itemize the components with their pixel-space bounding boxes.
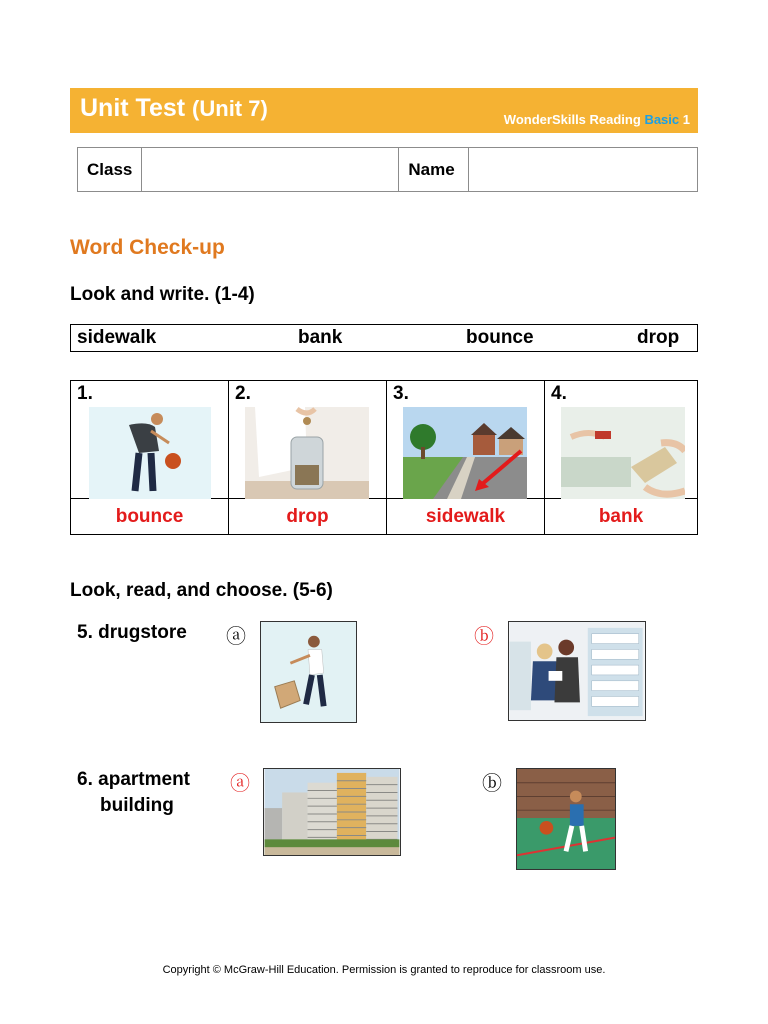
item-number: 3. (393, 383, 409, 404)
option-a-marker[interactable]: ⓐ (230, 773, 250, 795)
class-field[interactable] (142, 148, 399, 192)
answer-text[interactable]: sidewalk (387, 499, 545, 535)
boy-basketball-gym-picture[interactable] (516, 768, 616, 870)
word-bank-item: sidewalk (77, 327, 157, 348)
page-title (80, 94, 268, 123)
option-b-marker[interactable]: ⓑ (482, 773, 502, 795)
unit-label: (Unit 7) (192, 96, 268, 121)
question-number: 6. (77, 769, 93, 790)
series-brand (504, 112, 690, 127)
word-bank-item: drop (637, 327, 680, 348)
apartment-buildings-picture[interactable] (263, 768, 401, 856)
question-5 (77, 620, 187, 646)
question-word: apartment (98, 769, 190, 790)
copyright-footer: Copyright © McGraw-Hill Education. Permission is granted to reproduce for classroom use. (162, 964, 606, 976)
brand-number: 1 (682, 112, 690, 127)
bank-teller-picture (561, 407, 685, 499)
part2-instruction: Look, read, and choose. (5-6) (70, 580, 333, 601)
coin-jar-picture (245, 407, 369, 499)
answer-text[interactable]: bank (545, 499, 698, 535)
picture-answer-grid (70, 380, 698, 535)
grid-cell-2 (229, 381, 387, 499)
brand-level: Basic (644, 112, 680, 127)
street-sidewalk-picture (403, 407, 527, 499)
woman-moving-box-picture[interactable] (260, 621, 357, 723)
name-label: Name (399, 148, 469, 192)
word-bank-item: bank (298, 327, 343, 348)
item-number: 1. (77, 383, 93, 404)
question-word-line2: building (100, 795, 174, 816)
answer-text[interactable]: bounce (71, 499, 229, 535)
word-bank-item: bounce (466, 327, 534, 348)
word-bank (70, 324, 698, 352)
class-label: Class (78, 148, 142, 192)
question-number: 5. (77, 622, 93, 643)
option-b-marker[interactable]: ⓑ (474, 626, 494, 648)
name-field[interactable] (469, 148, 698, 192)
title-text: Unit Test (80, 94, 186, 122)
pharmacy-shoppers-picture[interactable] (508, 621, 646, 721)
answer-text[interactable]: drop (229, 499, 387, 535)
part1-instruction: Look and write. (1-4) (70, 284, 255, 305)
grid-cell-3 (387, 381, 545, 499)
grid-cell-4 (545, 381, 698, 499)
grid-cell-1 (71, 381, 229, 499)
question-6 (77, 767, 190, 819)
header-banner (70, 88, 698, 133)
item-number: 2. (235, 383, 251, 404)
option-a-marker[interactable]: ⓐ (226, 626, 246, 648)
boy-bouncing-ball-picture (89, 407, 211, 499)
class-name-table (77, 147, 698, 192)
question-word: drugstore (98, 622, 187, 643)
item-number: 4. (551, 383, 567, 404)
section-title: Word Check-up (70, 236, 225, 259)
brand-name: WonderSkills Reading (503, 112, 641, 127)
